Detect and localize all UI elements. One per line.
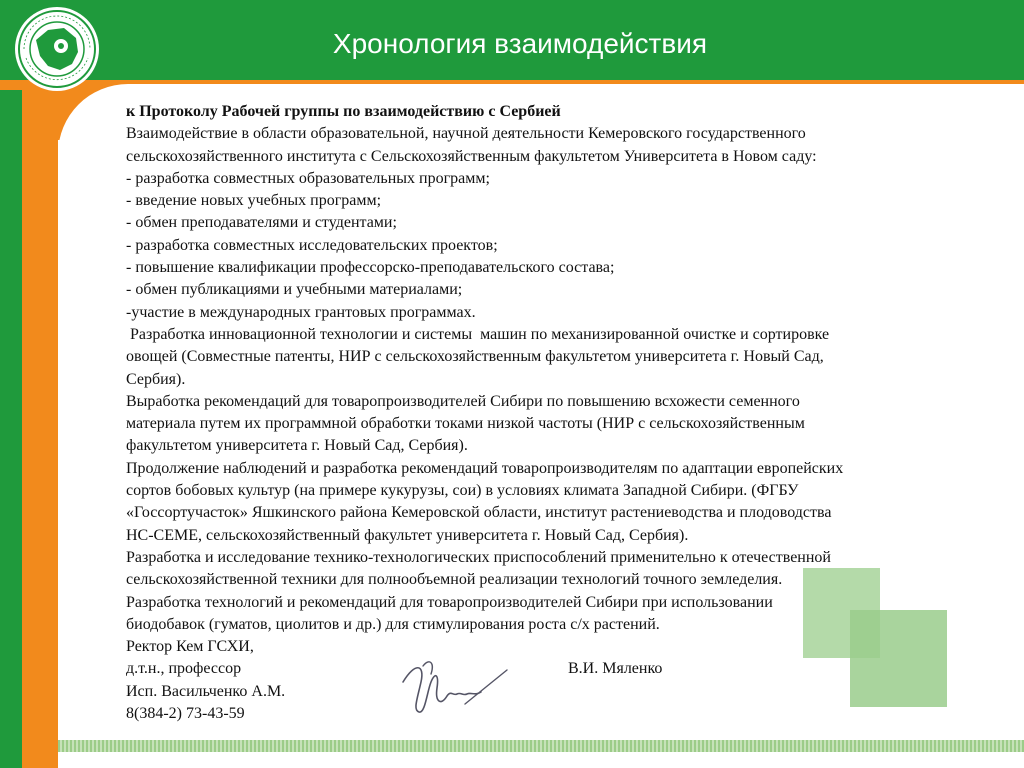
signature-name: В.И. Мяленко [568, 660, 663, 678]
text-line: Разработка и исследование технико-технологических приспособлений применительно к отечественной [126, 548, 831, 566]
text-line: сортов бобовых культур (на примере кукурузы, сои) в условиях климата Западной Сибири. (ФГБУ [126, 482, 799, 500]
university-emblem-icon [14, 6, 100, 92]
text-line: овощей (Совместные патенты, НИР с сельскохозяйственным факультетом университета г. Новый Сад, [126, 348, 824, 366]
executor-line: Исп. Васильченко А.М. [126, 682, 286, 700]
text-line: Продолжение наблюдений и разработка рекомендаций товаропроизводителям по адаптации европейских [126, 459, 844, 477]
text-line: НС-СЕМЕ, сельскохозяйственный факультет университета г. Новый Сад, Сербия). [126, 526, 689, 544]
text-line: - обмен публикациями и учебными материалами; [126, 281, 463, 299]
left-orange-strip [22, 90, 58, 768]
text-line: материала путем их программной обработки токами низкой частоты (НИР с сельскохозяйственным [126, 415, 805, 433]
document-heading: к Протоколу Рабочей группы по взаимодействию с Сербией [126, 103, 561, 120]
text-line: - разработка совместных образовательных программ; [126, 169, 490, 187]
text-line: - повышение квалификации профессорско-преподавательского состава; [126, 259, 615, 277]
text-line: Разработка инновационной технологии и системы машин по механизированной очистке и сортировке [126, 325, 830, 343]
phone-line: 8(384-2) 73-43-59 [126, 705, 245, 723]
text-line: биодобавок (гуматов, циолитов и др.) для стимулирования роста с/х растений. [126, 615, 660, 633]
text-line: Взаимодействие в области образовательной, научной деятельности Кемеровского государственного [126, 125, 806, 143]
left-green-strip [0, 90, 22, 768]
text-line: факультетом университета г. Новый Сад, Сербия). [126, 437, 468, 455]
text-line: «Госсортучасток» Яшкинского района Кемеровской области, институт растениеводства и плодоводства [126, 504, 832, 522]
signature-title-line [126, 658, 986, 680]
text-line: сельскохозяйственной техники для полнообъемной реализации технологий точного земледелия. [126, 571, 783, 589]
slide-title: Хронология взаимодействия [332, 28, 708, 59]
text-line: - обмен преподавателями и студентами; [126, 214, 397, 232]
signature-title: д.т.н., профессор [126, 660, 242, 678]
text-line: - введение новых учебных программ; [126, 192, 382, 210]
signature-rector: Ректор Кем ГСХИ, [126, 638, 254, 656]
document-body [126, 101, 986, 725]
text-line: - разработка совместных исследовательских проектов; [126, 236, 498, 254]
text-line: Сербия). [126, 370, 186, 388]
bottom-decorative-stripe [58, 740, 1024, 752]
text-line: сельскохозяйственного института с Сельскохозяйственным факультетом Университета в Новом саду: [126, 147, 817, 165]
text-line: -участие в международных грантовых программах. [126, 303, 476, 321]
text-line: Разработка технологий и рекомендаций для товаропроизводителей Сибири при использовании [126, 593, 773, 611]
handwritten-signature [395, 652, 515, 724]
text-line: Выработка рекомендаций для товаропроизводителей Сибири по повышению всхожести семенного [126, 392, 800, 410]
